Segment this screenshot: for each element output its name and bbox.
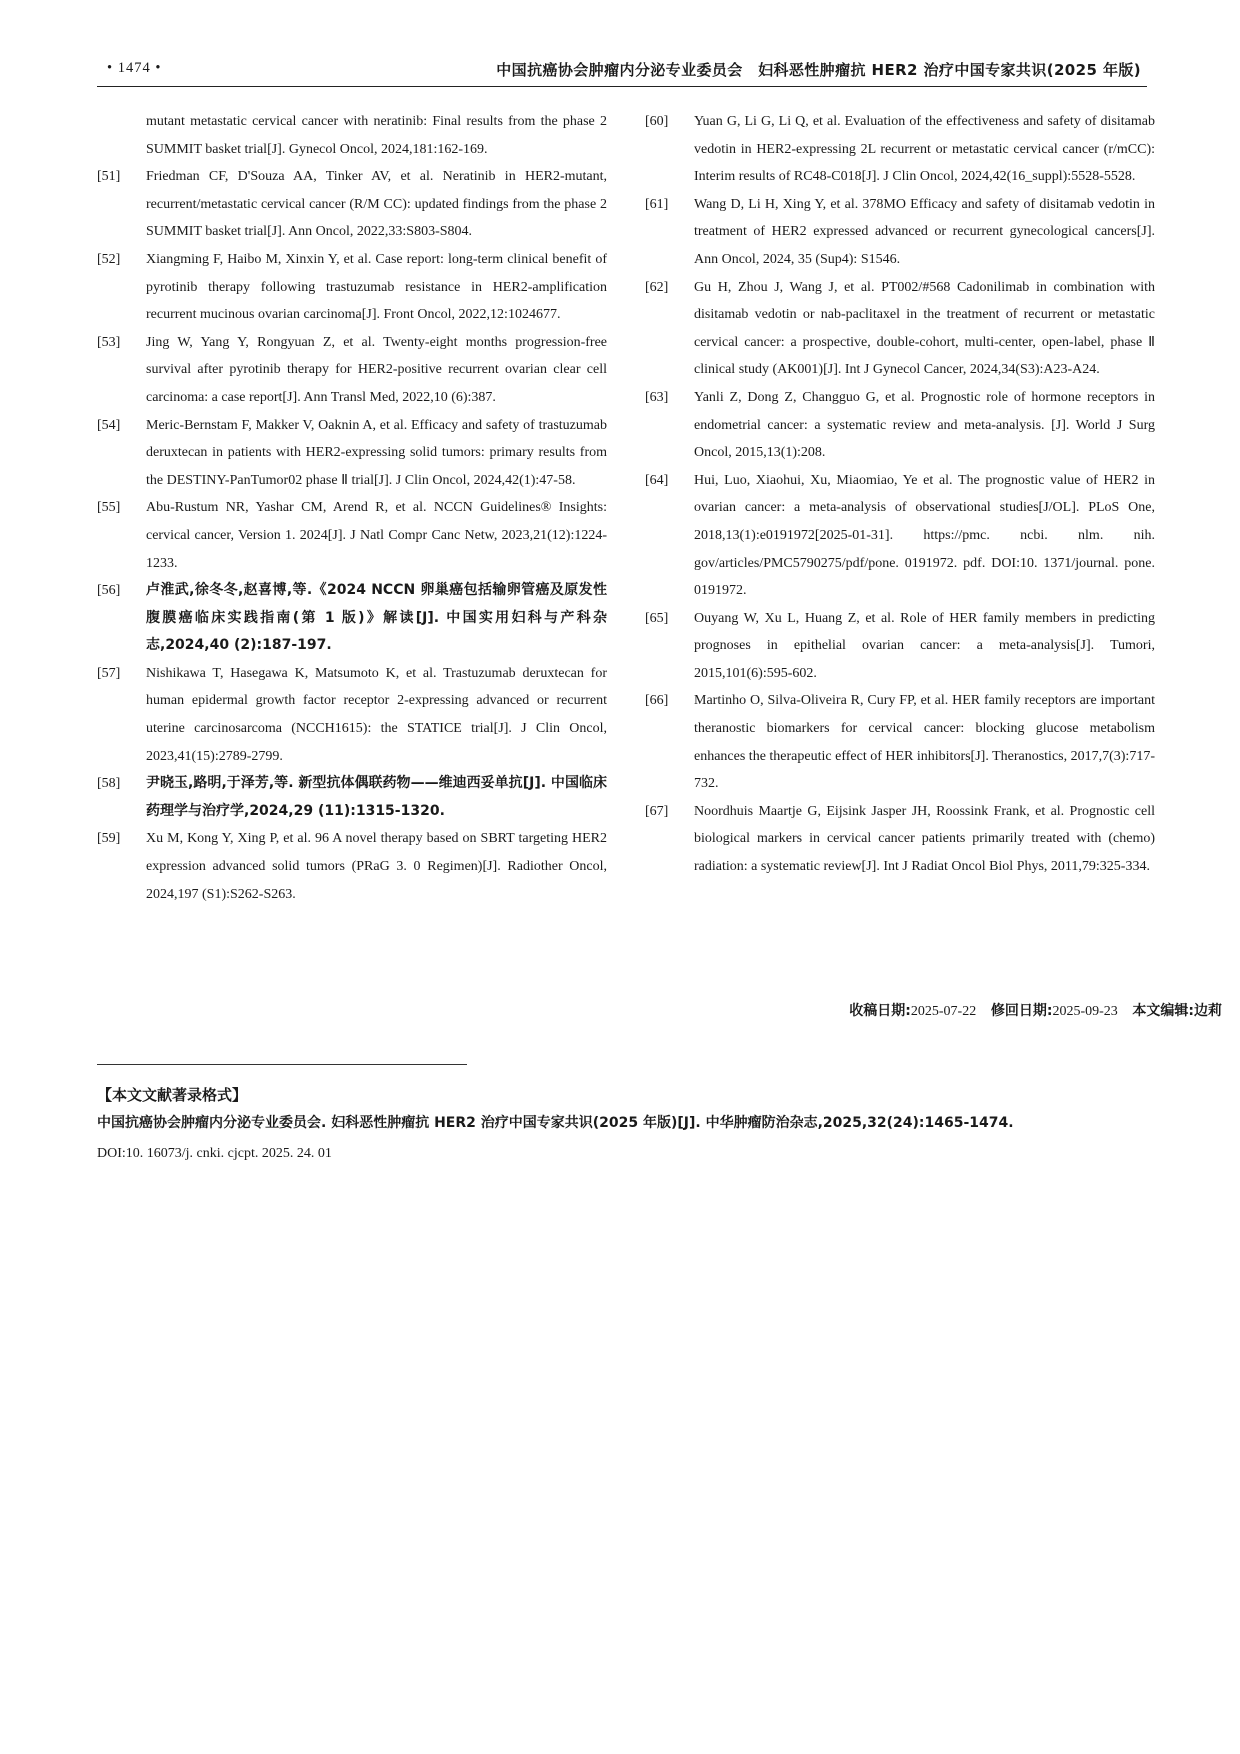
reference-text: mutant metastatic cervical cancer with neratinib: Final results from the phase 2 SUMMIT basket trial[J]. Gynecol Oncol, 2024,181:162-169.	[146, 114, 607, 157]
reference-item	[645, 687, 1155, 797]
reference-item	[97, 770, 607, 825]
reference-text: Xiangming F, Haibo M, Xinxin Y, et al. Case report: long-term clinical benefit of pyrotinib therapy following trastuzumab resistance in HER2-amplification recurrent mucinous ovarian carcinoma[J]. Front Oncol, 2022,12:1024677.	[146, 251, 607, 323]
reference-number: [52]	[97, 251, 121, 267]
reference-text: Jing W, Yang Y, Rongyuan Z, et al. Twenty-eight months progression-free survival after pyrotinib therapy for HER2-positive recurrent ovarian clear cell carcinoma: a case report[J]. Ann Transl Med, 2022,10 (6):387.	[146, 334, 607, 405]
citation-format-block	[97, 1082, 1157, 1169]
reference-text: Yuan G, Li G, Li Q, et al. Evaluation of the effectiveness and safety of disitamab vedotin in HER2-expressing 2L recurrent or metastatic cervical cancer (r/mCC): Interim results of RC48-C018[J]. J Clin Oncol, 2024,42(16_suppl):5528-5528.	[694, 114, 1155, 185]
reference-text: Noordhuis Maartje G, Eijsink Jasper JH, Roossink Frank, et al. Prognostic cell biological markers in cervical cancer patients primarily treated with (chemo) radiation: a systematic review[J]. Int J Radiat Oncol Biol Phys, 2011,79:325-334.	[694, 803, 1155, 875]
reference-number: [53]	[97, 334, 121, 350]
reference-text: Hui, Luo, Xiaohui, Xu, Miaomiao, Ye et al. The prognostic value of HER2 in ovarian cancer: a meta-analysis of observational studies[J/OL]. PLoS One, 2018,13(1):e0191972[2025-01-31]. https://pmc. ncbi. nlm. nih. gov/articles/PMC5790275/pdf/pone. 0191972. pdf. DOI:10. 1371/journal. pone. 0191972.	[694, 472, 1155, 599]
reference-item	[97, 494, 607, 577]
revised-label: 修回日期:	[990, 1003, 1053, 1019]
reference-text: Yanli Z, Dong Z, Changguo G, et al. Prognostic role of hormone receptors in endometrial cancer: a systematic review and meta-analysis. [J]. World J Surg Oncol, 2015,13(1):208.	[694, 389, 1155, 461]
reference-number: [51]	[97, 169, 121, 185]
reference-item	[97, 246, 607, 329]
reference-text: 卢淮武,徐冬冬,赵喜博,等.《2024 NCCN 卵巢癌包括输卵管癌及原发性腹膜癌临床实践指南(第 1 版)》解读[J]. 中国实用妇科与产科杂志,2024,40 (2):187-197.	[146, 582, 607, 654]
reference-item	[97, 660, 607, 770]
reference-number: [60]	[645, 114, 669, 129]
reference-number: [65]	[645, 610, 669, 626]
citation-text: 中国抗癌协会肿瘤内分泌专业委员会. 妇科恶性肿瘤抗 HER2 治疗中国专家共识(2025 年版)[J]. 中华肿瘤防治杂志,2025,32(24):1465-1474.	[97, 1115, 1014, 1131]
reference-text: 尹晓玉,路明,于泽芳,等. 新型抗体偶联药物——维迪西妥单抗[J]. 中国临床药理学与治疗学,2024,29 (11):1315-1320.	[146, 775, 607, 819]
reference-text: Ouyang W, Xu L, Huang Z, et al. Role of HER family members in predicting prognoses in epithelial ovarian cancer: a meta-analysis[J]. Tumori, 2015,101(6):595-602.	[694, 610, 1155, 681]
reference-number: [59]	[97, 831, 121, 847]
reference-number: [64]	[645, 472, 669, 488]
reference-number: [67]	[645, 803, 669, 819]
revised-date: 2025-09-23	[1052, 1004, 1118, 1019]
reference-item	[97, 412, 607, 495]
reference-text: Meric-Bernstam F, Makker V, Oaknin A, et al. Efficacy and safety of trastuzumab deruxtecan in patients with HER2-expressing solid tumors: primary results from the DESTINY-PanTumor02 phase Ⅱ trial[J]. J Clin Oncol, 2024,42(1):47-58.	[146, 417, 607, 488]
reference-number: [61]	[645, 196, 669, 212]
reference-continuation	[97, 108, 607, 163]
reference-item	[645, 191, 1155, 274]
reference-text: Friedman CF, D'Souza AA, Tinker AV, et al. Neratinib in HER2-mutant, recurrent/metastatic cervical cancer (R/M CC): updated findings from the phase 2 SUMMIT basket trial[J]. Ann Oncol, 2022,33:S803-S804.	[146, 169, 607, 240]
reference-number: [63]	[645, 389, 669, 405]
editor-label: 本文编辑:	[1132, 1003, 1194, 1019]
reference-number: [56]	[97, 583, 121, 599]
reference-text: Nishikawa T, Hasegawa K, Matsumoto K, et al. Trastuzumab deruxtecan for human epidermal growth factor receptor 2-expressing advanced or recurrent uterine carcinosarcoma (NCCH1615): the STATICE trial[J]. J Clin Oncol, 2023,41(15):2789-2799.	[146, 665, 607, 764]
article-dates	[849, 1000, 1222, 1020]
reference-number: [62]	[645, 279, 669, 295]
reference-text: Xu M, Kong Y, Xing P, et al. 96 A novel therapy based on SBRT targeting HER2 expression advanced solid tumors (PRaG 3. 0 Regimen)[J]. Radiother Oncol, 2024,197 (S1):S262-S263.	[146, 831, 607, 902]
citation-heading: 【本文文献著录格式】	[97, 1086, 248, 1104]
reference-text: Abu-Rustum NR, Yashar CM, Arend R, et al. NCCN Guidelines® Insights: cervical cancer, Version 1. 2024[J]. J Natl Compr Canc Netw, 2023,21(12):1224-1233.	[146, 500, 607, 571]
reference-item	[97, 163, 607, 246]
reference-number: [66]	[645, 693, 669, 709]
reference-number: [57]	[97, 665, 121, 681]
editor-name: 边莉	[1194, 1003, 1222, 1019]
left-column	[97, 108, 607, 908]
reference-item	[645, 274, 1155, 384]
reference-item	[645, 467, 1155, 605]
reference-number: [54]	[97, 417, 121, 433]
reference-item	[97, 577, 607, 660]
citation-doi	[97, 1138, 1157, 1169]
divider-line	[97, 1064, 467, 1065]
reference-text: Gu H, Zhou J, Wang J, et al. PT002/#568 Cadonilimab in combination with disitamab vedotin or nab-paclitaxel in the treatment of recurrent or metastatic cervical cancer: a prospective, double-cohort, multi-center, open-label, phase Ⅱ clinical study (AK001)[J]. Int J Gynecol Cancer, 2024,34(S3):A23-A24.	[694, 279, 1155, 378]
left-reference-list	[97, 163, 607, 908]
reference-item	[645, 384, 1155, 467]
reference-item	[97, 825, 607, 908]
reference-number: [58]	[97, 776, 121, 792]
right-column	[645, 108, 1155, 881]
reference-text: Wang D, Li H, Xing Y, et al. 378MO Efficacy and safety of disitamab vedotin in treatment of HER2 expressed advanced or recurrent gynecological cancers[J]. Ann Oncol, 2024, 35 (Sup4): S1546.	[694, 196, 1155, 267]
reference-text: Martinho O, Silva-Oliveira R, Cury FP, et al. HER family receptors are important theranostic biomarkers for cervical cancer: blocking glucose metabolism enhances the therapeutic effect of HER inhibitors[J]. Theranostics, 2017,7(3):717-732.	[694, 693, 1155, 792]
reference-item	[97, 329, 607, 412]
running-title: 中国抗癌协会肿瘤内分泌专业委员会 妇科恶性肿瘤抗 HER2 治疗中国专家共识(2025 年版)	[496, 61, 1141, 79]
received-date: 2025-07-22	[910, 1004, 977, 1019]
right-reference-list	[645, 108, 1155, 881]
reference-item	[645, 605, 1155, 688]
page-number: • 1474 •	[107, 60, 162, 76]
running-header	[97, 52, 1147, 87]
reference-item	[645, 108, 1155, 191]
doi-text: DOI:10. 16073/j. cnki. cjcpt. 2025. 24. 01	[97, 1146, 332, 1161]
reference-number: [55]	[97, 500, 121, 516]
reference-item	[645, 798, 1155, 881]
received-label: 收稿日期:	[849, 1003, 911, 1019]
